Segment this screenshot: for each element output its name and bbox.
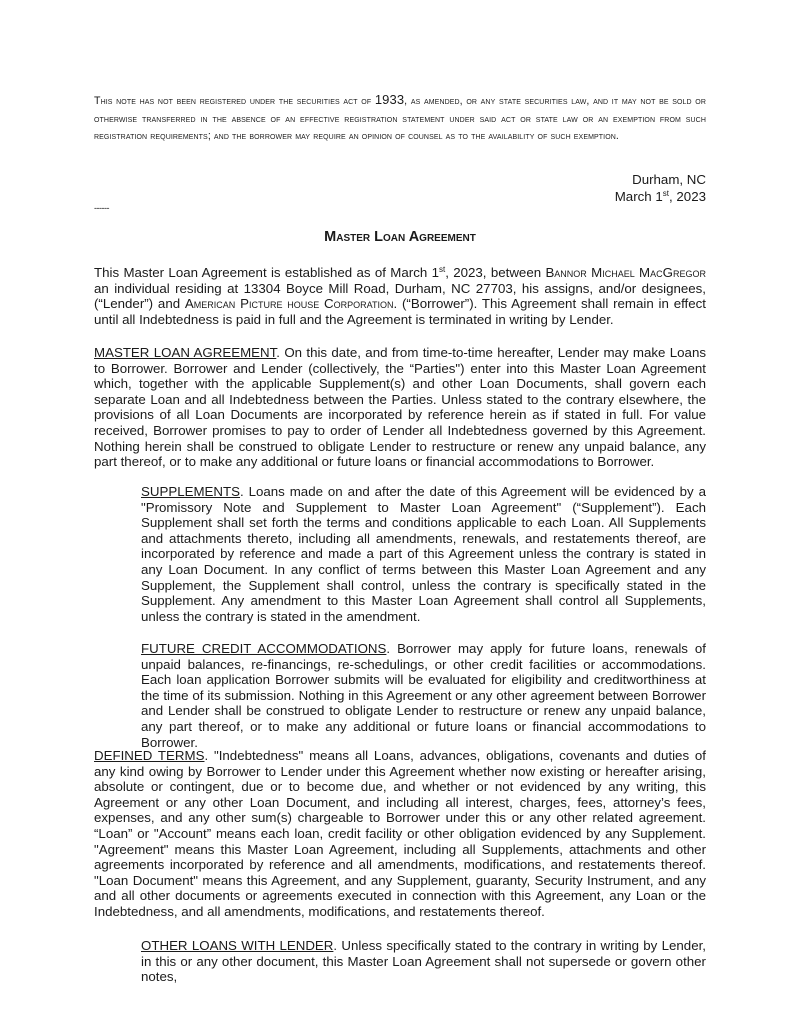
place-city: Durham, NC [632,172,706,187]
document-date [615,189,706,206]
place-and-date [615,172,706,205]
legend-text-cont: , as amended, or any state securities law, and it may not be sold or otherwise transferred in the absence of an effective registration statement under said act or state law or an exemption from such registration requirements; and the borrower may require an opinion of counsel as to the availability of such exemption. [94,95,707,143]
section-body: . "Indebtedness" means all Loans, advances, obligations, covenants and duties of any kind owing by Borrower to Lender under this Agreement whether now existing or hereafter arising, absolute or contingent, due or to become due, and whether or not evidenced by any writing, this Agreement or any other Loan Document, and including all interest, charges, fees, attorney’s fees, expenses, and any other sum(s) chargeable to Borrower under this or any other related agreement. “Loan” or "Account” means each loan, credit facility or other obligation evidenced by any Supplement. "Agreement" means this Master Loan Agreement, including all Supplements, attachments and other agreements incorporated by reference and all amendments, modifications, and restatements thereof. "Loan Document" means this Agreement, and any Supplement, guaranty, Security Instrument, and any and all other documents or agreements executed in connection with this Agreement, any Loan or the Indebtedness, and all amendments, modifications, and restatements thereof. [94,748,706,919]
borrower-name: American Picture house Corporation. [184,296,398,312]
legend-text: This note has not been registered under the securities act of [94,95,375,107]
section-heading: OTHER LOANS WITH LENDER [141,938,334,953]
section-supplements [141,484,706,624]
lender-name: Bannor Michael MacGregor [545,265,706,280]
section-body: . Borrower may apply for future loans, renewals of unpaid balances, re-financings, re-schedulings, or other credit facilities or accommodations. Each loan application Borrower submits will be evaluated for eligibility and creditworthiness at the time of its submission. Nothing in this Agreement or any other agreement between Borrower and Lender shall be construed to obligate Lender to restructure or renew any unpaid balance, any part thereof, or to make any additional or future loans or financial accommodations to Borrower. [141,641,706,750]
intro-text: , 2023, between [445,265,546,280]
date-year: , 2023 [669,188,706,204]
section-body: . Loans made on and after the date of this Agreement will be evidenced by a "Promissory Note and Supplement to Master Loan Agreement" (“Supplement”). Each Supplement shall set forth the terms and conditions applicable to each Loan. All Supplements and attachments thereto, including all amendments, renewals, and restatements thereof, are incorporated by reference and made a part of this Agreement unless the contrary is stated in any Loan Document. In any conflict of terms between this Master Loan Agreement and any Supplement, the Supplement shall control, unless the contrary is specifically stated in the Supplement. Any amendment to this Master Loan Agreement shall control all Supplements, unless the contrary is stated in the amendment. [141,484,706,624]
section-body: . Unless specifically stated to the contrary in writing by Lender, in this or any other document, this Master Loan Agreement shall not supersede or govern other notes, [141,938,706,985]
legend-year: 1933 [374,92,405,107]
document-title: Master Loan Agreement [324,229,476,245]
section-heading: FUTURE CREDIT ACCOMMODATIONS [141,641,387,656]
intro-text: an individual residing at 13304 Boyce Mill Road, Durham, NC 27703, his assigns, and/or designees, (“Lender”) and [94,280,706,312]
intro-paragraph [94,265,706,327]
intro-date-suffix: st [438,265,446,274]
section-heading: MASTER LOAN AGREEMENT [94,345,277,360]
intro-text: This Master Loan Agreement is established as of March 1 [94,265,439,280]
section-heading: SUPPLEMENTS [141,484,241,499]
section-future-credit-accommodations [141,641,706,750]
section-master-loan-agreement [94,345,706,470]
intro-text: (“Borrower”). This Agreement shall remain in effect until all Indebtedness is paid in full and the Agreement is terminated in writing by Lender. [94,296,706,327]
separator: ------ [94,203,109,213]
date-suffix: st [662,188,670,198]
securities-legend [94,91,706,146]
section-heading: DEFINED TERMS [94,748,205,763]
section-defined-terms [94,748,706,920]
section-other-loans-with-lender [141,938,706,985]
section-body: . On this date, and from time-to-time hereafter, Lender may make Loans to Borrower. Borrower and Lender (collectively, the “Parties") enter into this Master Loan Agreement which, together with the applicable Supplement(s) and other Loan Documents, shall govern each separate Loan and all Indebtedness between the Parties. Unless stated to the contrary elsewhere, the provisions of all Loan Documents are incorporated by reference herein as if stated in full. For value received, Borrower promises to pay to order of Lender all Indebtedness governed by this Agreement. Nothing herein shall be construed to obligate Lender to restructure or renew any unpaid balance, any part thereof, or to make any additional or future loans or financial accommodations to Borrower. [94,345,706,470]
date-text: March 1 [614,188,663,204]
